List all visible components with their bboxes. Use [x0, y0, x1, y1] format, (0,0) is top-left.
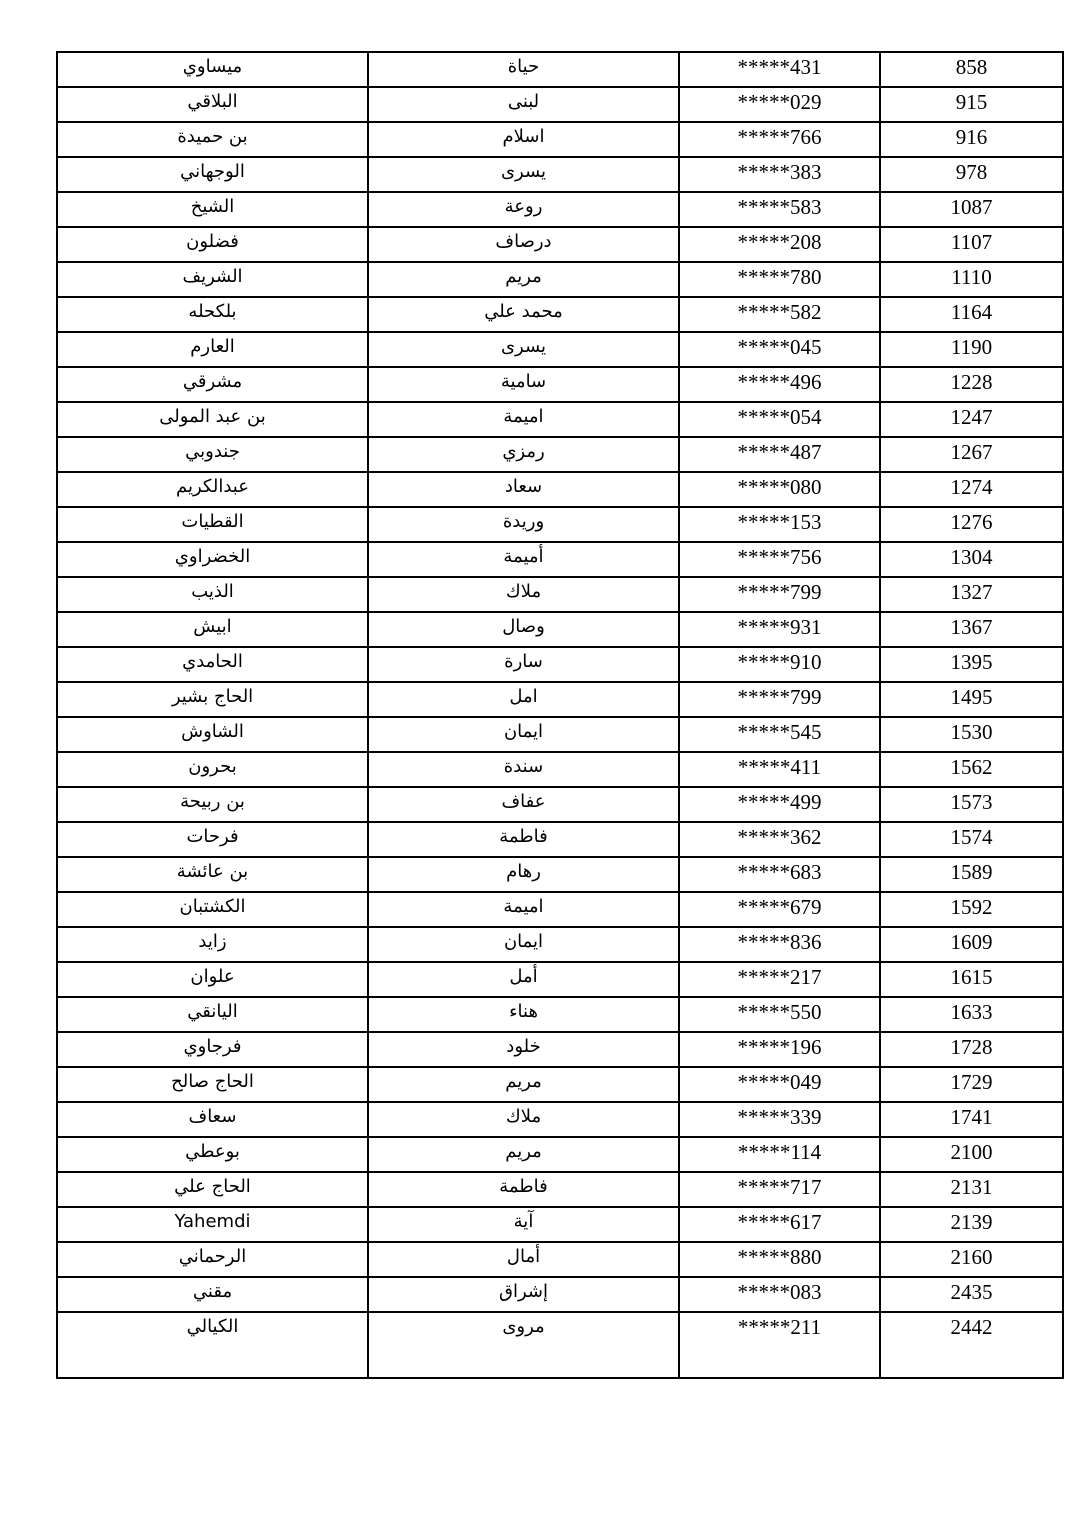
surname-cell: القطيات: [57, 507, 368, 542]
masked-id-cell: *****496: [679, 367, 880, 402]
surname-cell: الكيالي: [57, 1312, 368, 1378]
first-name-cell: أميمة: [368, 542, 679, 577]
number-cell: 1087: [880, 192, 1063, 227]
table-row: [57, 647, 1063, 682]
number-cell: 2435: [880, 1277, 1063, 1312]
first-name-cell: اسلام: [368, 122, 679, 157]
first-name-cell: فاطمة: [368, 822, 679, 857]
table-row: [57, 857, 1063, 892]
number-cell: 915: [880, 87, 1063, 122]
masked-id-cell: *****217: [679, 962, 880, 997]
first-name-cell: أمل: [368, 962, 679, 997]
masked-id-cell: *****153: [679, 507, 880, 542]
number-cell: 2442: [880, 1312, 1063, 1378]
surname-cell: العارم: [57, 332, 368, 367]
surname-cell: بحرون: [57, 752, 368, 787]
surname-cell: الرحماني: [57, 1242, 368, 1277]
first-name-cell: اميمة: [368, 402, 679, 437]
surname-cell: بوعطي: [57, 1137, 368, 1172]
surname-cell: الكشتبان: [57, 892, 368, 927]
surname-cell: الحامدي: [57, 647, 368, 682]
table-row: [57, 682, 1063, 717]
number-cell: 1728: [880, 1032, 1063, 1067]
number-cell: 1228: [880, 367, 1063, 402]
table-row: [57, 1137, 1063, 1172]
masked-id-cell: *****582: [679, 297, 880, 332]
first-name-cell: رهام: [368, 857, 679, 892]
first-name-cell: ايمان: [368, 927, 679, 962]
masked-id-cell: *****211: [679, 1312, 880, 1378]
table-row: [57, 262, 1063, 297]
masked-id-cell: *****487: [679, 437, 880, 472]
masked-id-cell: *****545: [679, 717, 880, 752]
first-name-cell: فاطمة: [368, 1172, 679, 1207]
surname-cell: بن عائشة: [57, 857, 368, 892]
number-cell: 2139: [880, 1207, 1063, 1242]
first-name-cell: درصاف: [368, 227, 679, 262]
number-cell: 1274: [880, 472, 1063, 507]
masked-id-cell: *****049: [679, 1067, 880, 1102]
number-cell: 2100: [880, 1137, 1063, 1172]
masked-id-cell: *****550: [679, 997, 880, 1032]
number-cell: 978: [880, 157, 1063, 192]
masked-id-cell: *****411: [679, 752, 880, 787]
masked-id-cell: *****080: [679, 472, 880, 507]
table-row: [57, 997, 1063, 1032]
surname-cell: بن ربيحة: [57, 787, 368, 822]
masked-id-cell: *****780: [679, 262, 880, 297]
surname-cell: عبدالكريم: [57, 472, 368, 507]
surname-cell: بن عبد المولى: [57, 402, 368, 437]
table-row: [57, 892, 1063, 927]
first-name-cell: حياة: [368, 52, 679, 87]
first-name-cell: مروى: [368, 1312, 679, 1378]
masked-id-cell: *****910: [679, 647, 880, 682]
first-name-cell: مريم: [368, 1067, 679, 1102]
first-name-cell: يسرى: [368, 332, 679, 367]
masked-id-cell: *****499: [679, 787, 880, 822]
first-name-cell: سامية: [368, 367, 679, 402]
number-cell: 1164: [880, 297, 1063, 332]
masked-id-cell: *****880: [679, 1242, 880, 1277]
masked-id-cell: *****766: [679, 122, 880, 157]
number-cell: 1495: [880, 682, 1063, 717]
number-cell: 1110: [880, 262, 1063, 297]
first-name-cell: يسرى: [368, 157, 679, 192]
table-row: [57, 297, 1063, 332]
first-name-cell: مريم: [368, 1137, 679, 1172]
first-name-cell: آية: [368, 1207, 679, 1242]
table-row: [57, 577, 1063, 612]
masked-id-cell: *****931: [679, 612, 880, 647]
number-cell: 1741: [880, 1102, 1063, 1137]
surname-cell: فرجاوي: [57, 1032, 368, 1067]
masked-id-cell: *****679: [679, 892, 880, 927]
table-row: [57, 402, 1063, 437]
number-cell: 1589: [880, 857, 1063, 892]
surname-cell: ابيش: [57, 612, 368, 647]
number-cell: 858: [880, 52, 1063, 87]
first-name-cell: وريدة: [368, 507, 679, 542]
surname-cell: فرحات: [57, 822, 368, 857]
table-row: [57, 367, 1063, 402]
surname-cell: الخضراوي: [57, 542, 368, 577]
table-row: [57, 1102, 1063, 1137]
number-cell: 1395: [880, 647, 1063, 682]
masked-id-cell: *****196: [679, 1032, 880, 1067]
first-name-cell: أمال: [368, 1242, 679, 1277]
number-cell: 1729: [880, 1067, 1063, 1102]
surname-cell: الشيخ: [57, 192, 368, 227]
masked-id-cell: *****617: [679, 1207, 880, 1242]
table-row: [57, 1067, 1063, 1102]
table-row: [57, 157, 1063, 192]
first-name-cell: خلود: [368, 1032, 679, 1067]
surname-cell: ميساوي: [57, 52, 368, 87]
number-cell: 1633: [880, 997, 1063, 1032]
table-row: [57, 87, 1063, 122]
first-name-cell: لبنى: [368, 87, 679, 122]
table-row: [57, 1242, 1063, 1277]
number-cell: 1327: [880, 577, 1063, 612]
number-cell: 1276: [880, 507, 1063, 542]
number-cell: 1107: [880, 227, 1063, 262]
masked-id-cell: *****583: [679, 192, 880, 227]
table-row: [57, 927, 1063, 962]
surname-cell: Yahemdi: [57, 1207, 368, 1242]
masked-id-cell: *****717: [679, 1172, 880, 1207]
masked-id-cell: *****756: [679, 542, 880, 577]
surname-cell: بلكحله: [57, 297, 368, 332]
surname-cell: الشاوش: [57, 717, 368, 752]
surname-cell: جندوبي: [57, 437, 368, 472]
surname-cell: الحاج علي: [57, 1172, 368, 1207]
surname-cell: الذيب: [57, 577, 368, 612]
table-row: [57, 962, 1063, 997]
surname-cell: الحاج بشير: [57, 682, 368, 717]
first-name-cell: رمزي: [368, 437, 679, 472]
first-name-cell: سارة: [368, 647, 679, 682]
table-row: [57, 752, 1063, 787]
number-cell: 1615: [880, 962, 1063, 997]
number-cell: 2160: [880, 1242, 1063, 1277]
first-name-cell: ملاك: [368, 577, 679, 612]
table-row: [57, 507, 1063, 542]
number-cell: 2131: [880, 1172, 1063, 1207]
first-name-cell: امل: [368, 682, 679, 717]
surname-cell: فضلون: [57, 227, 368, 262]
number-cell: 1267: [880, 437, 1063, 472]
masked-id-cell: *****114: [679, 1137, 880, 1172]
surname-cell: البلاقي: [57, 87, 368, 122]
first-name-cell: ملاك: [368, 1102, 679, 1137]
number-cell: 1562: [880, 752, 1063, 787]
first-name-cell: وصال: [368, 612, 679, 647]
table-row: [57, 332, 1063, 367]
number-cell: 916: [880, 122, 1063, 157]
table-row: [57, 717, 1063, 752]
surname-cell: الحاج صالح: [57, 1067, 368, 1102]
table-row: [57, 542, 1063, 577]
first-name-cell: عفاف: [368, 787, 679, 822]
table-row: [57, 437, 1063, 472]
first-name-cell: هناء: [368, 997, 679, 1032]
number-cell: 1592: [880, 892, 1063, 927]
surname-cell: سعاف: [57, 1102, 368, 1137]
table-row: [57, 1032, 1063, 1067]
masked-id-cell: *****799: [679, 577, 880, 612]
first-name-cell: مريم: [368, 262, 679, 297]
surname-cell: الوجهاني: [57, 157, 368, 192]
first-name-cell: سندة: [368, 752, 679, 787]
masked-id-cell: *****339: [679, 1102, 880, 1137]
table-row: [57, 52, 1063, 87]
surname-cell: علوان: [57, 962, 368, 997]
names-table: [56, 51, 1064, 1379]
table-row: [57, 1172, 1063, 1207]
number-cell: 1304: [880, 542, 1063, 577]
table-row: [57, 612, 1063, 647]
surname-cell: بن حميدة: [57, 122, 368, 157]
table-row: [57, 472, 1063, 507]
first-name-cell: سعاد: [368, 472, 679, 507]
surname-cell: اليانقي: [57, 997, 368, 1032]
masked-id-cell: *****431: [679, 52, 880, 87]
surname-cell: مقني: [57, 1277, 368, 1312]
table-row: [57, 1312, 1063, 1378]
table-row: [57, 122, 1063, 157]
masked-id-cell: *****836: [679, 927, 880, 962]
masked-id-cell: *****054: [679, 402, 880, 437]
number-cell: 1574: [880, 822, 1063, 857]
masked-id-cell: *****208: [679, 227, 880, 262]
names-table-body: [57, 52, 1063, 1378]
masked-id-cell: *****362: [679, 822, 880, 857]
number-cell: 1609: [880, 927, 1063, 962]
masked-id-cell: *****383: [679, 157, 880, 192]
surname-cell: مشرقي: [57, 367, 368, 402]
masked-id-cell: *****045: [679, 332, 880, 367]
surname-cell: زايد: [57, 927, 368, 962]
number-cell: 1367: [880, 612, 1063, 647]
table-row: [57, 787, 1063, 822]
first-name-cell: روعة: [368, 192, 679, 227]
table-row: [57, 822, 1063, 857]
first-name-cell: محمد علي: [368, 297, 679, 332]
table-row: [57, 1207, 1063, 1242]
first-name-cell: ايمان: [368, 717, 679, 752]
first-name-cell: اميمة: [368, 892, 679, 927]
masked-id-cell: *****029: [679, 87, 880, 122]
first-name-cell: إشراق: [368, 1277, 679, 1312]
number-cell: 1573: [880, 787, 1063, 822]
number-cell: 1530: [880, 717, 1063, 752]
table-row: [57, 1277, 1063, 1312]
masked-id-cell: *****083: [679, 1277, 880, 1312]
table-row: [57, 227, 1063, 262]
surname-cell: الشريف: [57, 262, 368, 297]
masked-id-cell: *****799: [679, 682, 880, 717]
number-cell: 1247: [880, 402, 1063, 437]
number-cell: 1190: [880, 332, 1063, 367]
table-row: [57, 192, 1063, 227]
masked-id-cell: *****683: [679, 857, 880, 892]
